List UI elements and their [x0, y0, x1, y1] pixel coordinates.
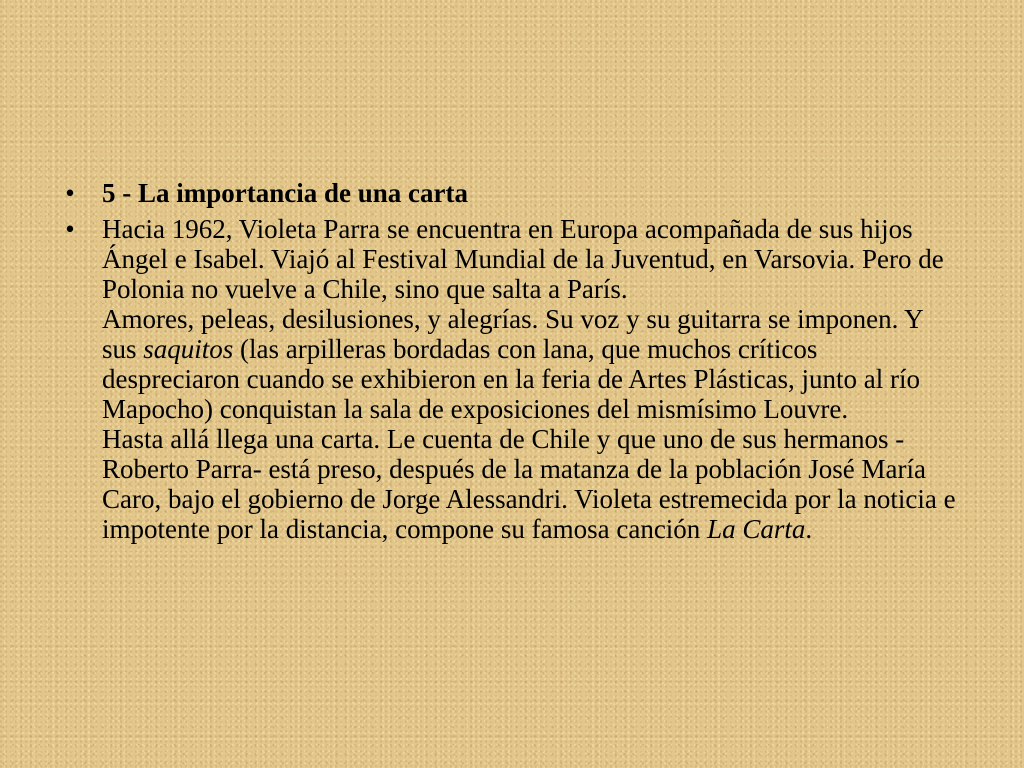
paragraph-2-text-before: Amores, peleas, desilusiones, y alegrías. Su voz y su guitarra se imponen. Y sus [102, 304, 923, 364]
bullet-heading [60, 178, 960, 208]
paragraph-2-italic: saquitos [143, 334, 234, 364]
bullet-list [60, 178, 960, 550]
bullet-body [60, 214, 960, 544]
paragraph-3-italic: La Carta [707, 514, 806, 544]
bullet-icon: • [65, 214, 75, 244]
paragraph-2-text-after: (las arpilleras bordadas con lana, que muchos críticos despreciaron cuando se exhibieron en la feria de Artes Plásticas, junto al río Mapocho) conquistan la sala de exposiciones del mismísimo Louvre. [102, 334, 920, 424]
section-heading: 5 - La importancia de una carta [102, 178, 468, 208]
paragraph-3 [102, 424, 960, 544]
paragraph-2 [102, 304, 960, 424]
paragraph-1: Hacia 1962, Violeta Parra se encuentra en Europa acompañada de sus hijos Ángel e Isabel. Viajó al Festival Mundial de la Juventud, en Varsovia. Pero de Polonia no vuelve a Chile, sino que salta a París. [102, 214, 944, 304]
paragraph-3-text-after: . [805, 514, 813, 544]
bullet-icon: • [65, 178, 75, 208]
paragraph-3-text-before: Hasta allá llega una carta. Le cuenta de Chile y que uno de sus hermanos -Roberto Parra- está preso, después de la matanza de la población José María Caro, bajo el gobierno de Jorge Alessandri. Violeta estremecida por la noticia e impotente por la distancia, compone su famosa canción [102, 424, 956, 544]
